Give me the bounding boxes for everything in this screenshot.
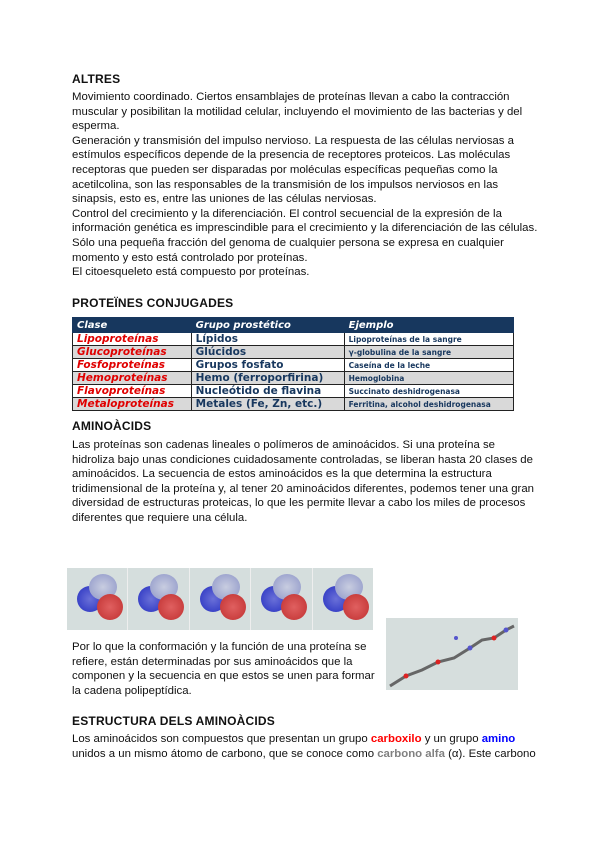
altres-paragraph <box>72 90 538 280</box>
carboxilo-term: carboxilo <box>370 733 422 745</box>
text-line: hidroliza bajo unas condiciones cuidadosamente controladas, se liberan hasta 20 clases de <box>72 453 533 466</box>
table-cell: Metales (Fe, Zn, etc.) <box>191 398 344 411</box>
estructura-paragraph <box>72 732 536 761</box>
polypeptide-chain-image <box>386 618 518 690</box>
text: (α). Este carbono <box>444 747 536 760</box>
text-line: refiere, están determinadas por sus aminoácidos que la <box>72 655 353 668</box>
table-cell: γ-globulina de la sangre <box>344 346 513 359</box>
text-line: estímulos específicos depende de la presencia de receptores proteicos. Las moléculas <box>72 149 511 162</box>
text-line: Sólo una pequeña fracción del genoma de cualquier persona se expresa en cualquier <box>72 236 504 249</box>
table-row <box>73 385 514 398</box>
text-line: componen y la secuencia en que estos se unen para formar <box>72 670 375 683</box>
table-cell: Grupos fosfato <box>191 359 344 372</box>
table-cell: Succinato deshidrogenasa <box>344 385 513 398</box>
carbono-alfa-term: carbono alfa <box>377 747 445 760</box>
polypeptide-chain-icon <box>386 618 518 690</box>
text-line: receptoras que pueden ser disparadas por moléculas específicas pequeñas como la <box>72 163 498 176</box>
text-line: momento y esto está controlado por proteínas. <box>72 251 308 264</box>
heading-estructura: ESTRUCTURA DELS AMINOÀCIDS <box>72 714 275 728</box>
text: y un grupo <box>421 733 482 745</box>
aminoacids-paragraph <box>72 438 535 526</box>
text-line: diferentes que requiere una célula. <box>72 511 248 524</box>
conformation-paragraph <box>72 640 375 698</box>
molecule-model-icon <box>251 568 311 630</box>
text-line: El citoesqueleto está compuesto por proteínas. <box>72 266 310 279</box>
table-row <box>73 359 514 372</box>
text-line: Control del crecimiento y la diferenciación. El control secuencial de la expresión de la <box>72 207 502 220</box>
column-header: Clase <box>73 318 192 333</box>
amino-term: amino <box>481 733 516 745</box>
table-row <box>73 333 514 346</box>
text-line: Movimiento coordinado. Ciertos ensamblajes de proteínas llevan a cabo la contracción <box>72 91 510 103</box>
table-cell: Ferritina, alcohol deshidrogenasa <box>344 398 513 411</box>
text-line: diversidad de estructuras proteicas, lo que les permite llevar a cabo los miles de procesos <box>72 497 526 510</box>
text-line: esperma. <box>72 120 120 133</box>
molecule-model-icon <box>313 568 373 630</box>
table-cell: Lípidos <box>191 333 344 346</box>
text-line: acetilcolina, son las responsables de la transmisión de los impulsos nerviosos en las <box>72 178 499 191</box>
table-cell: Caseína de la leche <box>344 359 513 372</box>
text: Los aminoácidos son compuestos que presentan un grupo <box>72 733 371 745</box>
table-cell: Hemo (ferroporfirina) <box>191 372 344 385</box>
table-cell: Lipoproteínas de la sangre <box>344 333 513 346</box>
text-line: Las proteínas son cadenas lineales o polímeros de aminoácidos. Si una proteína se <box>72 439 495 451</box>
table-cell: Glúcidos <box>191 346 344 359</box>
text-line: sinapsis, esto es, entre las uniones de las células nerviosas. <box>72 193 377 206</box>
text-line: aminoácidos. La secuencia de estos aminoácidos es la que determina la estructura <box>72 468 492 481</box>
table-cell: Lipoproteínas <box>73 333 192 346</box>
text-line: la cadena polipeptídica. <box>72 684 192 697</box>
table-row <box>73 372 514 385</box>
molecule-model-icon <box>67 568 127 630</box>
molecule-model-icon <box>190 568 250 630</box>
text-line: tridimensional de la proteína y, al tener 20 aminoácidos diferentes, podemos tener una gran <box>72 482 535 495</box>
table-cell: Flavoproteínas <box>73 385 192 398</box>
text-line: Por lo que la conformación y la función de una proteína se <box>72 641 367 653</box>
molecule-model-icon <box>128 568 188 630</box>
heading-altres: ALTRES <box>72 72 121 86</box>
text-line: información genética es imprescindible para el crecimiento y la diferenciación de las células. <box>72 222 538 235</box>
column-header: Grupo prostético <box>191 318 344 333</box>
table-cell: Glucoproteínas <box>73 346 192 359</box>
table-cell: Nucleótido de flavina <box>191 385 344 398</box>
text-line: muscular y posibilitan la motilidad celular, incluyendo el movimiento de las bacterias y del <box>72 105 523 118</box>
table-cell: Hemoglobina <box>344 372 513 385</box>
text-line: Generación y transmisión del impulso nervioso. La respuesta de las células nerviosas a <box>72 134 514 147</box>
text: unidos a un mismo átomo de carbono, que se conoce como <box>72 747 378 760</box>
heading-aminoacids: AMINOÀCIDS <box>72 419 152 433</box>
conjugated-proteins-table <box>72 317 514 411</box>
table-cell: Hemoproteínas <box>73 372 192 385</box>
amino-acid-models-image <box>67 568 373 630</box>
table-row <box>73 346 514 359</box>
column-header: Ejemplo <box>344 318 513 333</box>
table-cell: Metaloproteínas <box>73 398 192 411</box>
table-cell: Fosfoproteínas <box>73 359 192 372</box>
table-row <box>73 398 514 411</box>
heading-proteines-conjugades: PROTEÏNES CONJUGADES <box>72 296 234 310</box>
